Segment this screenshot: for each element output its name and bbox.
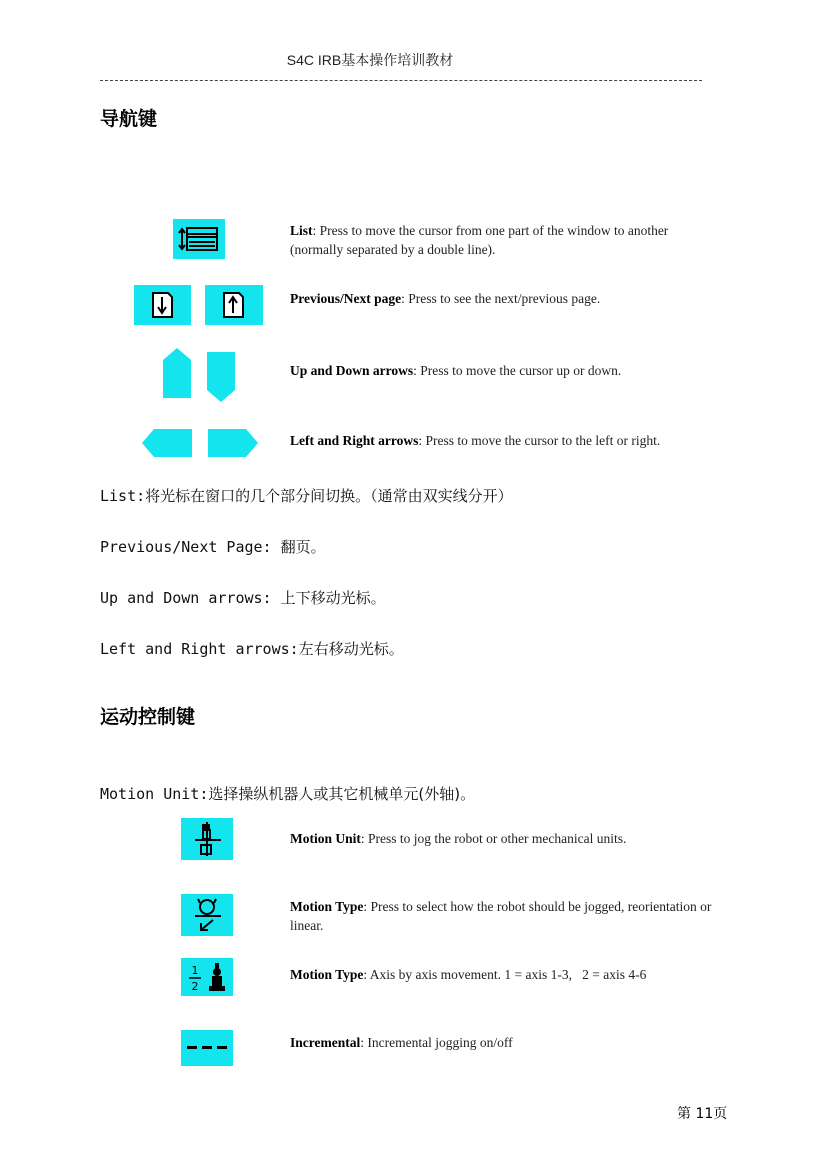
note-motion-unit-prefix: Motion Unit: <box>100 785 209 803</box>
motion-type-axis-description <box>290 965 770 984</box>
motion-type-reorient-term: Motion Type <box>290 899 364 914</box>
document-header-title: S4C IRB基本操作培训教材 <box>286 52 454 68</box>
motion-unit-key-icon <box>181 818 233 860</box>
note-page-cn: 翻页。 <box>280 538 326 556</box>
left-right-description <box>290 431 760 450</box>
note-left-right-cn: 左右移动光标。 <box>298 640 404 658</box>
note-up-down-cn: 上下移动光标。 <box>280 589 386 607</box>
note-up-down-prefix: Up and Down arrows: <box>100 589 281 607</box>
section-title-navigation: 导航键 <box>100 108 158 130</box>
page-keys-text: : Press to see the next/previous page. <box>401 291 601 306</box>
next-page-key-icon <box>205 285 263 325</box>
page-keys-description <box>290 289 720 308</box>
motion-unit-text: : Press to jog the robot or other mechanical units. <box>360 831 627 846</box>
note-left-right-prefix: Left and Right arrows: <box>100 640 299 658</box>
list-key-text: : Press to move the cursor from one part of the window to another (normally separated by a double line). <box>290 223 669 257</box>
note-list-prefix: List: <box>100 487 146 505</box>
axis-label-top: 1 <box>191 964 199 977</box>
page-keys-term: Previous/Next page <box>290 291 402 306</box>
list-key-term: List <box>290 223 313 238</box>
incremental-term: Incremental <box>290 1035 361 1050</box>
motion-type-reorient-key-icon <box>181 894 233 936</box>
axis-label-bottom: 2 <box>191 980 199 993</box>
note-page <box>100 536 326 557</box>
list-key-icon <box>173 219 225 259</box>
left-right-arrow-keys-icon <box>142 425 260 461</box>
motion-type-axis-term: Motion Type <box>290 967 364 982</box>
incremental-description <box>290 1033 730 1052</box>
motion-unit-description <box>290 829 740 848</box>
section-title-motion: 运动控制键 <box>100 706 196 728</box>
header-divider <box>100 80 702 81</box>
incremental-text: : Incremental jogging on/off <box>360 1035 513 1050</box>
note-list-cn: 将光标在窗口的几个部分间切换。（通常由双实线分开） <box>145 487 513 505</box>
incremental-key-icon <box>181 1030 233 1066</box>
note-motion-unit-cn: 选择操纵机器人或其它机械单元(外轴)。 <box>208 785 476 803</box>
left-right-term: Left and Right arrows <box>290 433 419 448</box>
note-list <box>100 485 513 506</box>
page-number: 第 11页 <box>677 1106 728 1122</box>
up-down-text: : Press to move the cursor up or down. <box>413 363 622 378</box>
motion-type-reorient-text: : Press to select how the robot should be jogged, reorientation or linear. <box>290 899 712 933</box>
left-right-text: : Press to move the cursor to the left or right. <box>418 433 661 448</box>
note-motion-unit <box>100 783 475 804</box>
up-down-description <box>290 361 720 380</box>
list-key-description <box>290 221 710 259</box>
motion-type-axis-text: : Axis by axis movement. 1 = axis 1-3, 2 = axis 4-6 <box>363 967 647 982</box>
up-down-arrow-keys-icon <box>160 346 240 404</box>
motion-type-axis-key-icon <box>181 958 233 996</box>
up-down-term: Up and Down arrows <box>290 363 414 378</box>
note-page-prefix: Previous/Next Page: <box>100 538 281 556</box>
previous-page-key-icon <box>134 285 191 325</box>
motion-type-reorient-description <box>290 897 730 935</box>
note-up-down <box>100 587 386 608</box>
motion-unit-term: Motion Unit <box>290 831 361 846</box>
note-left-right <box>100 638 404 659</box>
